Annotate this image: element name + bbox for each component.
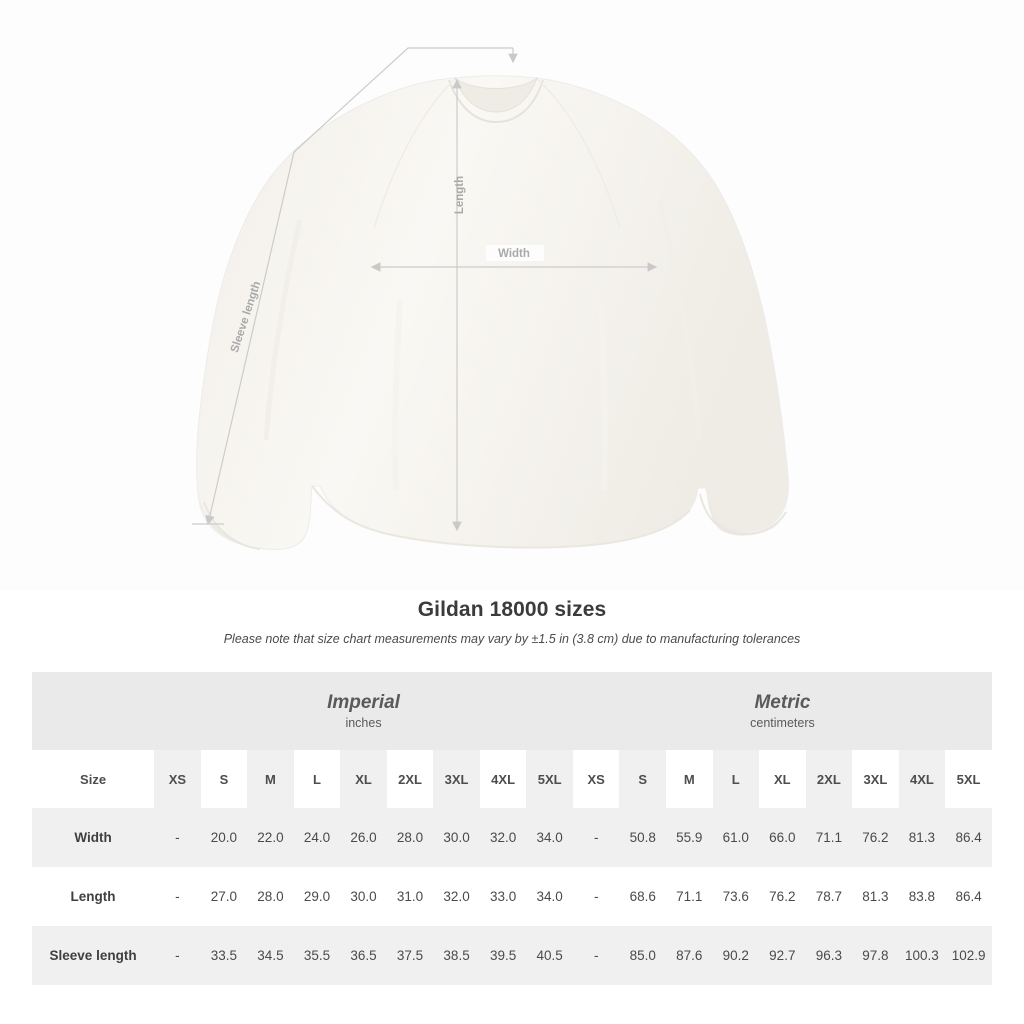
size-table-wrapper xyxy=(32,672,992,985)
size-table xyxy=(32,672,992,985)
cell-sleeve-imperial-4xl: 39.5 xyxy=(480,926,527,985)
cell-sleeve-metric-s: 85.0 xyxy=(619,926,666,985)
cell-width-imperial-4xl: 32.0 xyxy=(480,808,527,867)
cell-sleeve-metric-xs: - xyxy=(573,926,620,985)
cell-width-metric-5xl: 86.4 xyxy=(945,808,992,867)
system-header-row xyxy=(32,672,992,750)
cell-length-metric-xs: - xyxy=(573,867,620,926)
system-header-blank xyxy=(32,672,154,750)
sweatshirt-shape xyxy=(197,76,789,550)
cell-length-metric-4xl: 83.8 xyxy=(899,867,946,926)
cell-length-imperial-s: 27.0 xyxy=(201,867,248,926)
cell-width-metric-m: 55.9 xyxy=(666,808,713,867)
cell-width-imperial-xl: 26.0 xyxy=(340,808,387,867)
table-row xyxy=(32,926,992,985)
cell-width-metric-xs: - xyxy=(573,808,620,867)
cell-width-metric-3xl: 76.2 xyxy=(852,808,899,867)
title-block xyxy=(0,598,1024,646)
cell-length-imperial-2xl: 31.0 xyxy=(387,867,434,926)
cell-length-metric-xl: 76.2 xyxy=(759,867,806,926)
cell-width-metric-xl: 66.0 xyxy=(759,808,806,867)
cell-length-imperial-3xl: 32.0 xyxy=(433,867,480,926)
cell-sleeve-imperial-5xl: 40.5 xyxy=(526,926,573,985)
cell-length-metric-l: 73.6 xyxy=(713,867,760,926)
system-name-imperial: Imperial xyxy=(327,691,400,713)
cell-sleeve-imperial-l: 35.5 xyxy=(294,926,341,985)
cell-width-imperial-2xl: 28.0 xyxy=(387,808,434,867)
col-header-imperial-s: S xyxy=(201,750,248,808)
cell-sleeve-metric-3xl: 97.8 xyxy=(852,926,899,985)
cell-length-metric-m: 71.1 xyxy=(666,867,713,926)
cell-width-metric-l: 61.0 xyxy=(713,808,760,867)
cell-width-imperial-l: 24.0 xyxy=(294,808,341,867)
cell-sleeve-imperial-2xl: 37.5 xyxy=(387,926,434,985)
row-label-length: Length xyxy=(32,867,154,926)
col-header-imperial-xl: XL xyxy=(340,750,387,808)
cell-sleeve-metric-4xl: 100.3 xyxy=(899,926,946,985)
cell-length-imperial-l: 29.0 xyxy=(294,867,341,926)
cell-length-metric-2xl: 78.7 xyxy=(806,867,853,926)
col-header-imperial-m: M xyxy=(247,750,294,808)
width-label: Width xyxy=(498,248,530,260)
cell-width-metric-s: 50.8 xyxy=(619,808,666,867)
col-header-metric-xl: XL xyxy=(759,750,806,808)
system-header-metric xyxy=(573,672,992,750)
col-header-metric-5xl: 5XL xyxy=(945,750,992,808)
cell-width-metric-4xl: 81.3 xyxy=(899,808,946,867)
col-header-metric-m: M xyxy=(666,750,713,808)
cell-length-metric-5xl: 86.4 xyxy=(945,867,992,926)
cell-sleeve-imperial-xs: - xyxy=(154,926,201,985)
cell-sleeve-metric-m: 87.6 xyxy=(666,926,713,985)
cell-length-metric-3xl: 81.3 xyxy=(852,867,899,926)
row-label-sleeve-length: Sleeve length xyxy=(32,926,154,985)
system-header-imperial xyxy=(154,672,573,750)
col-header-metric-3xl: 3XL xyxy=(852,750,899,808)
cell-length-imperial-xs: - xyxy=(154,867,201,926)
cell-width-metric-2xl: 71.1 xyxy=(806,808,853,867)
row-label-width: Width xyxy=(32,808,154,867)
cell-sleeve-metric-l: 90.2 xyxy=(713,926,760,985)
cell-sleeve-metric-xl: 92.7 xyxy=(759,926,806,985)
system-unit-metric: centimeters xyxy=(750,716,815,731)
cell-sleeve-imperial-3xl: 38.5 xyxy=(433,926,480,985)
row-header-size: Size xyxy=(32,750,154,808)
col-header-imperial-l: L xyxy=(294,750,341,808)
length-label: Length xyxy=(454,175,466,215)
cell-width-imperial-5xl: 34.0 xyxy=(526,808,573,867)
system-name-metric: Metric xyxy=(754,691,811,713)
col-header-metric-2xl: 2XL xyxy=(806,750,853,808)
cell-length-metric-s: 68.6 xyxy=(619,867,666,926)
cell-length-imperial-m: 28.0 xyxy=(247,867,294,926)
table-row xyxy=(32,867,992,926)
cell-length-imperial-5xl: 34.0 xyxy=(526,867,573,926)
cell-sleeve-metric-5xl: 102.9 xyxy=(945,926,992,985)
cell-sleeve-imperial-xl: 36.5 xyxy=(340,926,387,985)
col-header-metric-xs: XS xyxy=(573,750,620,808)
sleeve-length-label: Sleeve length xyxy=(228,279,264,355)
col-header-imperial-2xl: 2XL xyxy=(387,750,434,808)
tolerance-note: Please note that size chart measurements may vary by ±1.5 in (3.8 cm) due to manufacturing tolerances xyxy=(223,632,801,646)
col-header-imperial-xs: XS xyxy=(154,750,201,808)
col-header-metric-4xl: 4XL xyxy=(899,750,946,808)
col-header-imperial-4xl: 4XL xyxy=(480,750,527,808)
col-header-metric-l: L xyxy=(713,750,760,808)
cell-width-imperial-m: 22.0 xyxy=(247,808,294,867)
cell-sleeve-metric-2xl: 96.3 xyxy=(806,926,853,985)
size-header-row xyxy=(32,750,992,808)
cell-width-imperial-s: 20.0 xyxy=(201,808,248,867)
col-header-metric-s: S xyxy=(619,750,666,808)
cell-width-imperial-xs: - xyxy=(154,808,201,867)
system-unit-imperial: inches xyxy=(345,716,382,731)
cell-width-imperial-3xl: 30.0 xyxy=(433,808,480,867)
cell-sleeve-imperial-s: 33.5 xyxy=(201,926,248,985)
col-header-imperial-5xl: 5XL xyxy=(526,750,573,808)
cell-sleeve-imperial-m: 34.5 xyxy=(247,926,294,985)
page-title: Gildan 18000 sizes xyxy=(417,598,607,621)
table-row xyxy=(32,808,992,867)
col-header-imperial-3xl: 3XL xyxy=(433,750,480,808)
cell-length-imperial-4xl: 33.0 xyxy=(480,867,527,926)
cell-length-imperial-xl: 30.0 xyxy=(340,867,387,926)
